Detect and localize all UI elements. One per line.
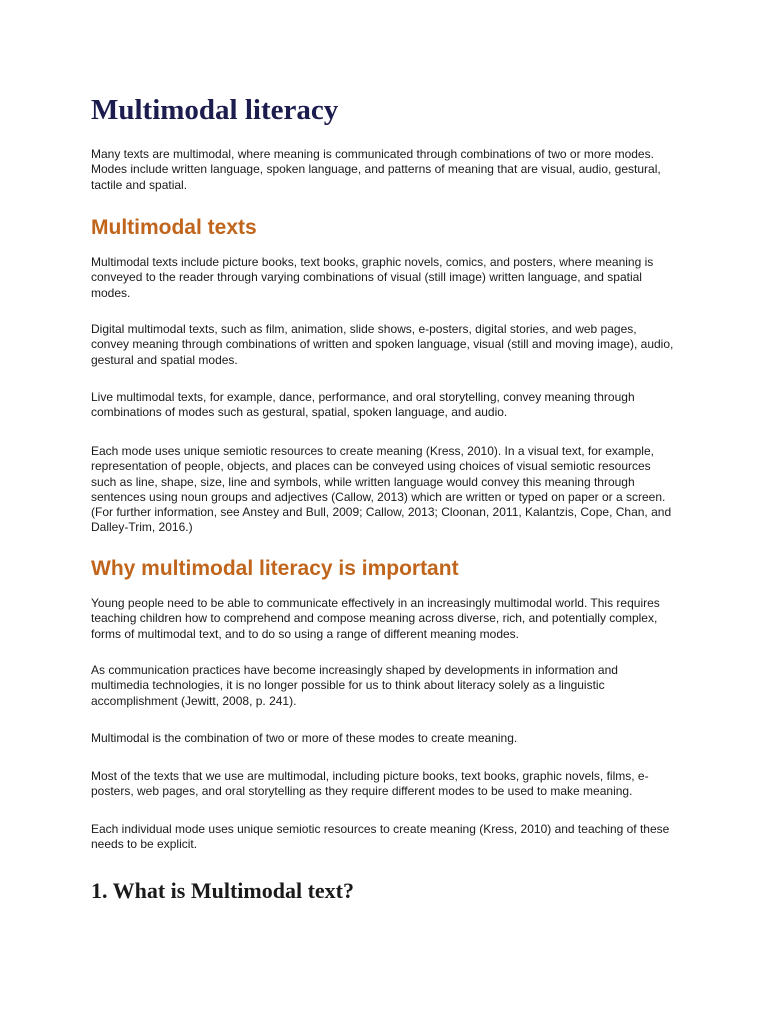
question-heading: 1. What is Multimodal text? xyxy=(91,878,354,903)
intro-paragraph: Many texts are multimodal, where meaning is communicated through combinations of two or more modes. Modes include written language, spoken language, and patterns of meaning that are visual, audio, gestural, tactile and spatial. xyxy=(91,147,661,192)
paragraph: Each individual mode uses unique semiotic resources to create meaning (Kress, 2010) and teaching of these needs to be explicit. xyxy=(91,822,670,852)
section-heading-multimodal-texts: Multimodal texts xyxy=(91,216,257,239)
paragraph: Live multimodal texts, for example, dance, performance, and oral storytelling, convey meaning through combinations of modes such as gestural, spatial, spoken language, and audio. xyxy=(91,390,635,420)
paragraph: Young people need to be able to communicate effectively in an increasingly multimodal world. This requires teaching children how to comprehend and compose meaning across diverse, rich, and potentially complex, forms of multimodal text, and to do so using a range of different meaning modes. xyxy=(91,596,660,641)
paragraph: Multimodal texts include picture books, text books, graphic novels, comics, and posters, where meaning is conveyed to the reader through varying combinations of visual (still image) written language, and spatial modes. xyxy=(91,255,654,300)
paragraph: Each mode uses unique semiotic resources to create meaning (Kress, 2010). In a visual text, for example, representation of people, objects, and places can be conveyed using choices of visual semiotic resources such as line, shape, size, line and symbols, while written language would convey this meaning through sentences using noun groups and adjectives (Callow, 2013) which are written or typed on paper or a screen. (For further information, see Anstey and Bull, 2009; Callow, 2013; Cloonan, 2011, Kalantzis, Cope, Chan, and Dalley-Trim, 2016.) xyxy=(91,444,672,535)
paragraph: As communication practices have become increasingly shaped by developments in information and multimedia technologies, it is no longer possible for us to think about literacy solely as a linguistic accomplishment (Jewitt, 2008, p. 241). xyxy=(91,663,618,708)
paragraph: Multimodal is the combination of two or more of these modes to create meaning. xyxy=(91,731,518,745)
section-heading-why-important: Why multimodal literacy is important xyxy=(91,557,459,580)
page-title: Multimodal literacy xyxy=(91,94,339,126)
paragraph: Digital multimodal texts, such as film, animation, slide shows, e-posters, digital stories, and web pages, convey meaning through combinations of written and spoken language, visual (still and moving image), audio, gestural and spatial modes. xyxy=(91,322,674,367)
paragraph: Most of the texts that we use are multimodal, including picture books, text books, graphic novels, films, e-posters, web pages, and oral storytelling as they require different modes to be used to make meaning. xyxy=(91,769,649,799)
